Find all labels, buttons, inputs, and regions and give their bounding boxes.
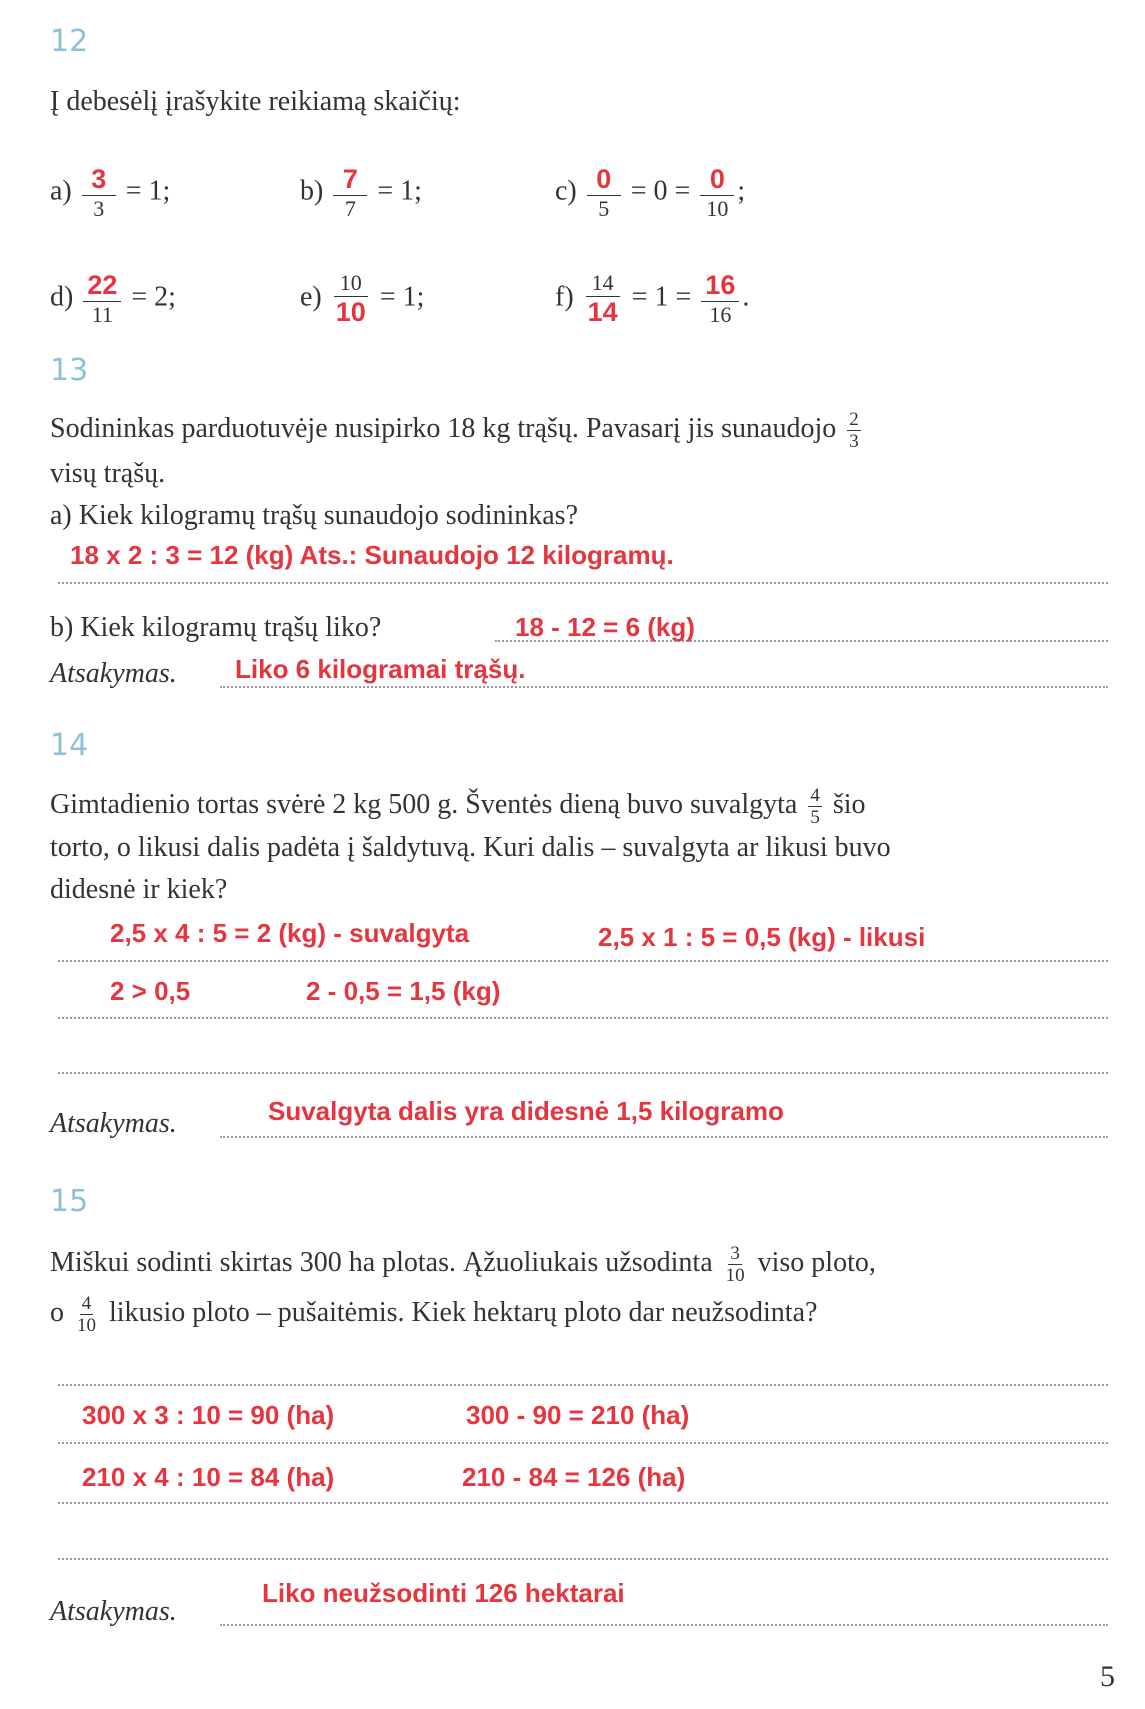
ex12-c-numerator-2[interactable]: 0: [700, 166, 734, 196]
ex13-answer-b[interactable]: 18 - 12 = 6 (kg): [515, 612, 695, 642]
ex14-work-1b[interactable]: 2,5 x 1 : 5 = 0,5 (kg) - likusi: [598, 922, 926, 952]
answer-line: [58, 1017, 1108, 1019]
ex14-line-1: Gimtadienio tortas svėrė 2 kg 500 g. Šventės dieną buvo suvalgyta $\frac{4}{5}$ šio: [50, 785, 866, 828]
ex14-line-2: torto, o likusi dalis padėta į šaldytuvą. Kuri dalis – suvalgyta ar likusi buvo: [50, 832, 891, 863]
answer-label: Atsakymas.: [50, 1596, 177, 1627]
page-number: 5: [1100, 1660, 1115, 1693]
ex12-item-a: a) $\frac{3}{3}$ = 1;: [50, 164, 171, 221]
exercise-number-14: 14: [50, 728, 89, 763]
answer-line: [58, 960, 1108, 962]
ex13-answer[interactable]: Liko 6 kilogramai trąšų.: [235, 654, 526, 684]
answer-label: Atsakymas.: [50, 1108, 177, 1139]
answer-line: [58, 1072, 1108, 1074]
ex12-item-c: c) $\frac{0}{5}$ = 0 = $\frac{0}{10}$ ;: [555, 164, 746, 221]
ex14-work-1a[interactable]: 2,5 x 4 : 5 = 2 (kg) - suvalgyta: [110, 918, 470, 948]
ex13-question-a: a) Kiek kilogramų trąšų sunaudojo sodininkas?: [50, 500, 579, 531]
answer-line: [58, 1384, 1108, 1386]
ex14-line-3: didesnė ir kiek?: [50, 874, 228, 905]
ex12-item-b: b) $\frac{7}{7}$ = 1;: [300, 164, 422, 221]
exercise-number-15: 15: [50, 1184, 89, 1219]
ex14-work-2a[interactable]: 2 > 0,5: [110, 976, 191, 1006]
ex12-item-e: e) $\frac{10}{10}$ = 1;: [300, 270, 425, 327]
answer-line: [220, 1136, 1108, 1138]
ex12-c-numerator[interactable]: 0: [587, 166, 621, 196]
answer-label: Atsakymas.: [50, 658, 177, 689]
ex15-work-1b[interactable]: 300 - 90 = 210 (ha): [466, 1400, 690, 1430]
ex15-line-1: Miškui sodinti skirtas 300 ha plotas. Ąžuoliukais užsodinta $\frac{3}{10}$ viso ploto,: [50, 1243, 876, 1286]
ex12-b-numerator[interactable]: 7: [333, 166, 367, 196]
ex14-answer[interactable]: Suvalgyta dalis yra didesnė 1,5 kilogramo: [268, 1096, 784, 1126]
exercise-number-12: 12: [50, 24, 89, 59]
ex12-f-denominator[interactable]: 14: [587, 297, 618, 327]
answer-line: [220, 1624, 1108, 1626]
answer-line: [58, 1502, 1108, 1504]
ex13-line-2: visų trąšų.: [50, 458, 166, 489]
answer-line: [58, 1558, 1108, 1560]
ex12-f-numerator-2[interactable]: 16: [701, 272, 739, 302]
answer-line: [220, 686, 1108, 688]
ex12-a-numerator[interactable]: 3: [82, 166, 116, 196]
exercise-number-13: 13: [50, 353, 89, 388]
ex13-question-b: b) Kiek kilogramų trąšų liko?: [50, 612, 382, 643]
ex15-line-2: o $\frac{4}{10}$ likusio ploto – pušaitėmis. Kiek hektarų ploto dar neužsodinta?: [50, 1293, 818, 1336]
ex13-answer-a[interactable]: 18 x 2 : 3 = 12 (kg) Ats.: Sunaudojo 12 kilogramų.: [70, 540, 674, 570]
ex12-e-denominator[interactable]: 10: [335, 297, 366, 327]
ex12-instruction: Į debesėlį įrašykite reikiamą skaičių:: [50, 86, 461, 117]
ex15-work-1a[interactable]: 300 x 3 : 10 = 90 (ha): [82, 1400, 335, 1430]
ex12-item-d: d) $\frac{22}{11}$ = 2;: [50, 270, 176, 327]
ex15-work-2b[interactable]: 210 - 84 = 126 (ha): [462, 1462, 686, 1492]
answer-line: [58, 1442, 1108, 1444]
ex15-answer[interactable]: Liko neužsodinti 126 hektarai: [262, 1578, 625, 1608]
ex12-item-f: f) $\frac{14}{14}$ = 1 = $\frac{16}{16}$ .: [555, 270, 750, 327]
answer-line: [58, 582, 1108, 584]
ex13-line-1: Sodininkas parduotuvėje nusipirko 18 kg trąšų. Pavasarį jis sunaudojo $\frac{2}{3}$: [50, 409, 859, 452]
ex14-work-2b[interactable]: 2 - 0,5 = 1,5 (kg): [306, 976, 501, 1006]
ex15-work-2a[interactable]: 210 x 4 : 10 = 84 (ha): [82, 1462, 335, 1492]
ex12-d-numerator[interactable]: 22: [83, 272, 121, 302]
